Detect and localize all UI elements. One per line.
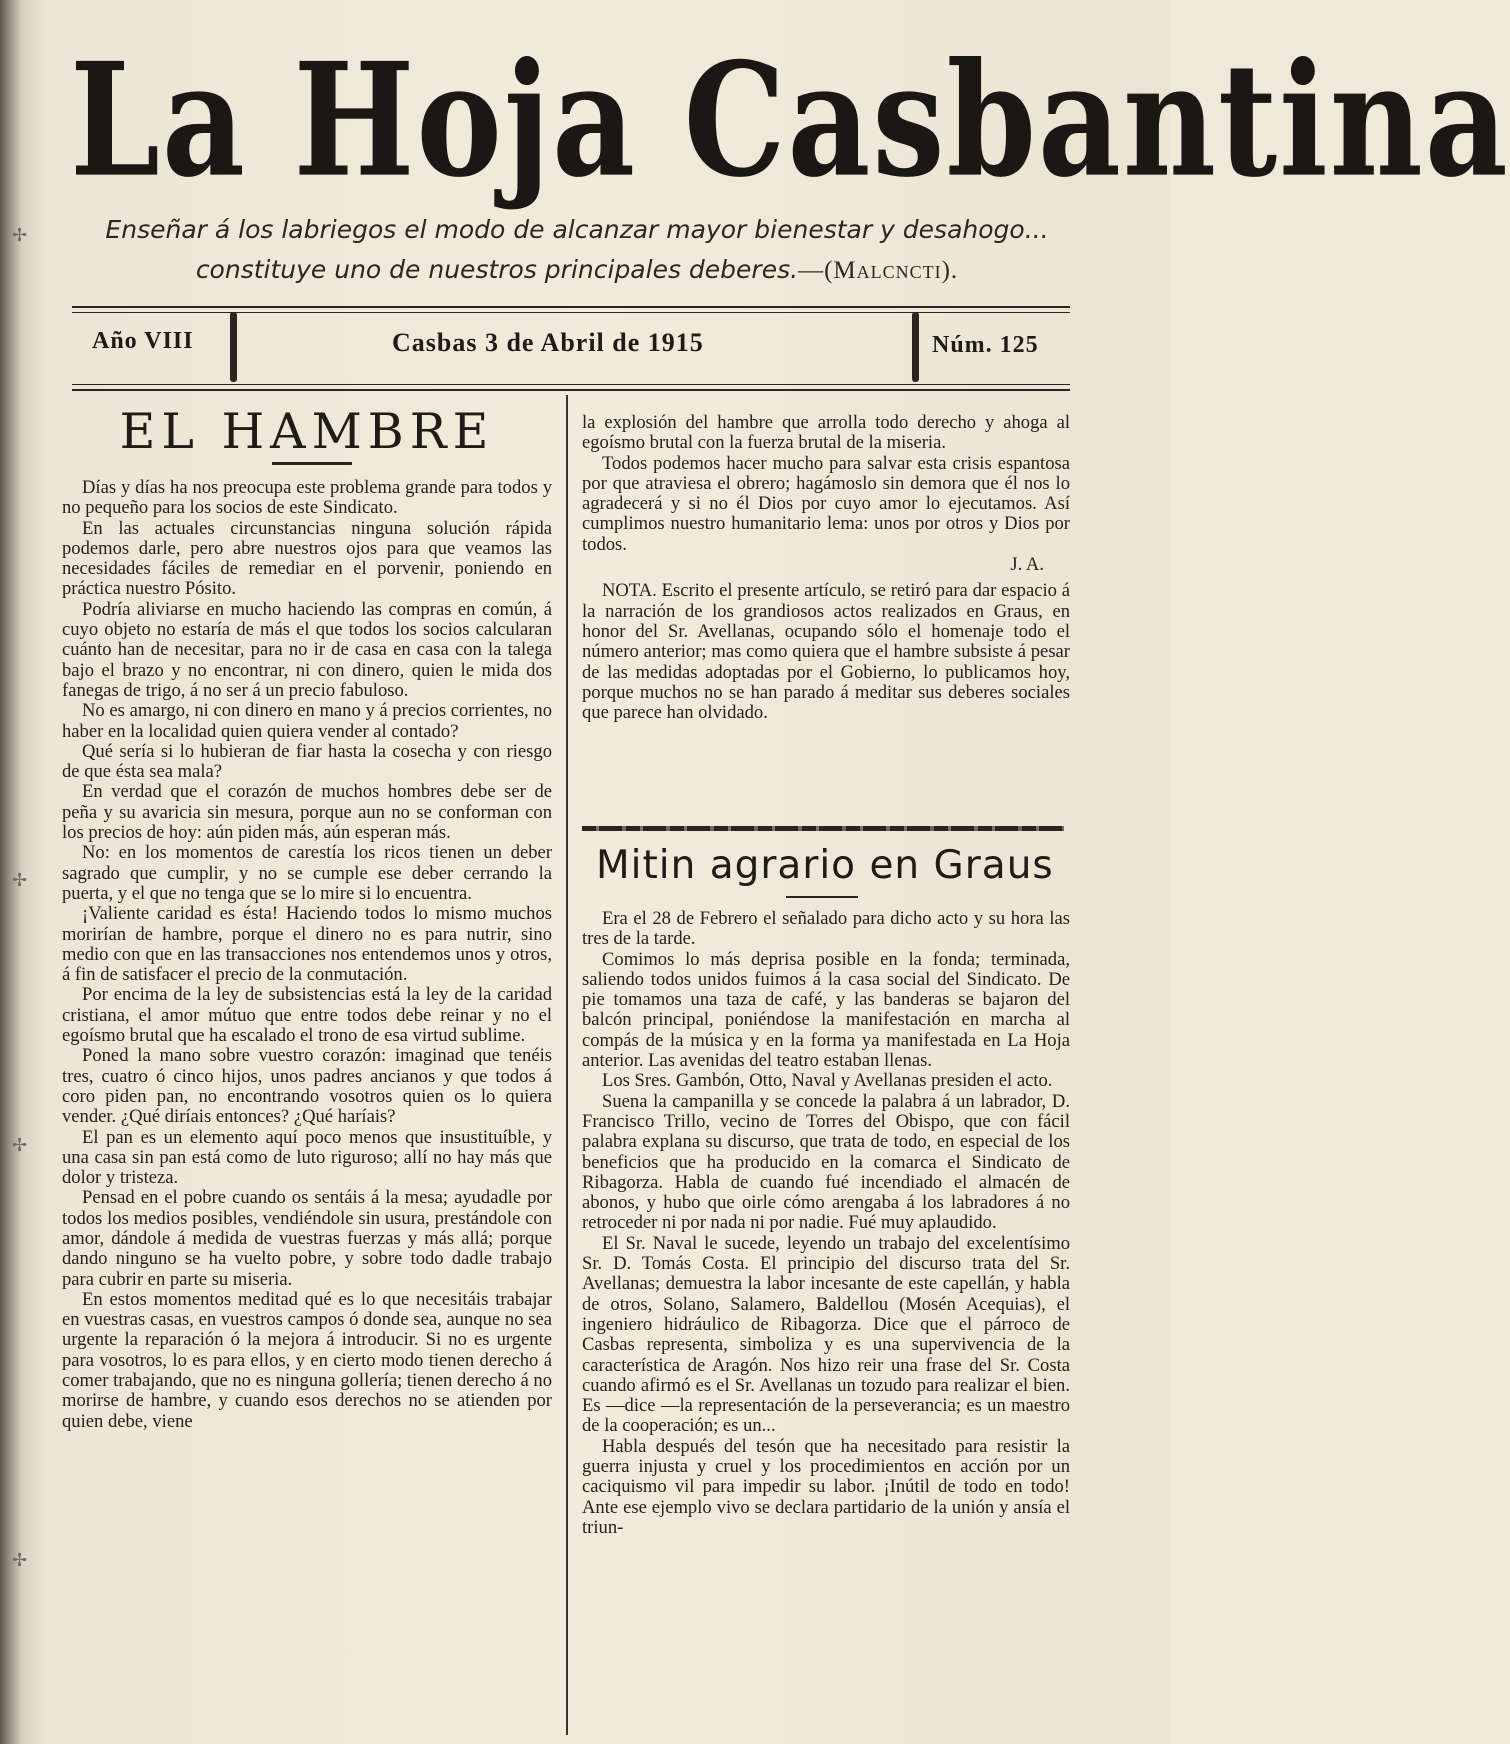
paragraph: No es amargo, ni con dinero en mano y á precios corrientes, no haber en la localidad quien quiera vender al contado? (62, 700, 552, 742)
newspaper-title: La Hoja Casbantina (70, 29, 1510, 213)
issue-number: Núm. 125 (932, 332, 1039, 358)
paragraph: En verdad que el corazón de muchos hombres debe ser de peña y su avaricia sin mesura, porque aun no se conforman con los precios de hoy: aún piden más, aún esperan más. (62, 781, 552, 844)
paragraph: En las actuales circunstancias ninguna solución rápida podemos darle, pero abre nuestros ojos para que veamos las necesidades fáciles de remediar en el porvenir, poniendo en práctica nuestro Pósito. (62, 517, 552, 600)
paragraph: Podría aliviarse en mucho haciendo las compras en común, á cuyo objeto no estaría de más el que todos los socios calcularan cuánto han de necesitar, para no ir de casa en casa con la talega bajo el brazo y no encontrar, ni con dinero, quien le mida dos fanegas de trigo, á no ser á un precio fabuloso. (62, 598, 552, 701)
paragraph: Poned la mano sobre vuestro corazón: imaginad que tenéis tres, cuatro ó cinco hijos, unos padres ancianos y que todos á coro piden pan, no encontrando vosotros quien os lo quiera vender. ¿Qué diríais entonces? ¿Qué haríais? (62, 1045, 552, 1128)
issue-date: Casbas 3 de Abril de 1915 (392, 328, 704, 357)
binding-mark: ✢ (12, 1135, 28, 1155)
bracket-divider (230, 312, 237, 382)
title-ornament (786, 896, 858, 898)
binding-mark: ✢ (12, 1550, 28, 1570)
paragraph: ¡Valiente caridad es ésta! Haciendo todos lo mismo muchos morirían de hambre, porque el dinero no es para nutrir, sino medio con que en las transacciones nos entendemos unos y otros, á fin de satisfacer el precio de la conmutación. (62, 903, 552, 986)
section-separator (582, 826, 1064, 831)
header-rule-bottom (72, 389, 1070, 391)
issue-year: Año VIII (92, 328, 194, 354)
paragraph: No: en los momentos de carestía los ricos tienen un deber sagrado que cumplir, y no se cumple ese deber cerrando la puerta, y el que no tenga que se lo mire si lo encuentra. (62, 842, 552, 904)
paragraph: El Sr. Naval le sucede, leyendo un trabajo del excelentísimo Sr. D. Tomás Costa. El principio del discurso trata del Sr. Avellanas; demuestra la labor incesante de este capellán, y habla de otros, Solano, Salamero, Baldellou (Mosén Acequias), el ingeniero hidráulico de Ribagorza. Dice que el párroco de Casbas representa, simboliza y es una supervivencia de la característica de Aragón. Nos hizo reir una frase del Sr. Costa cuando afirmó es el Sr. Avellanas un tozudo para realizar el bien. Es —dice —la representación de la perseverancia; es un maestro de la cooperación; es un... (582, 1232, 1070, 1437)
paragraph: Qué sería si lo hubieran de fiar hasta la cosecha y con riesgo de que ésta sea mala? (62, 740, 552, 783)
paragraph: En estos momentos meditad qué es lo que necesitáis trabajar en vuestras casas, en vuestros campos ó donde sea, aunque no sea urgente la reparación ó la mejora á introducir. Si no es urgente para vosotros, lo es para ellos, y en cierto modo tienen derecho á comer trabajando, que no es ninguna gollería; tienen derecho á no morirse de hambre, y cuando esos derechos no se atienden por quien debe, viene (62, 1288, 552, 1432)
binding-mark: ✢ (12, 225, 28, 245)
paragraph: Suena la campanilla y se concede la palabra á un labrador, D. Francisco Trillo, vecino de Torres del Obispo, que con fácil palabra explana su discurso, que trata de todo, en especial de los beneficios que ha producido en la comarca el Sindicato de Ribagorza. Habla de cuando fué incendiado el almacén de abonos, y hubo que oirle cómo arengaba á los labradores á no retroceder ni por nada ni por nadie. Fué muy aplaudido. (582, 1090, 1070, 1234)
paragraph: El pan es un elemento aquí poco menos que insustituíble, y una casa sin pan está como de luto riguroso; allí no hay más que dolor y tristeza. (62, 1126, 552, 1189)
motto-line-2-text: constituye uno de nuestros principales deberes. (195, 255, 799, 284)
title-ornament (272, 462, 352, 465)
paragraph: Todos podemos hacer mucho para salvar esta crisis espantosa por que atraviesa el obrero; hagámoslo sin demora que él nos lo agradecerá y si no él Dios por cuyo amor lo ejecutamos. Así cumplimos nuestro humanitario lema: unos por otros y Dios por todos. (582, 452, 1070, 555)
paragraph: la explosión del hambre que arrolla todo derecho y ahoga al egoísmo brutal con la fuerza brutal de la miseria. (582, 412, 1070, 454)
motto-author: —(Malcncti). (798, 257, 959, 284)
editor-note: NOTA. Escrito el presente artículo, se retiró para dar espacio á la narración de los grandiosos actos realizados en Graus, en honor del Sr. Avellanas, ocupando sólo el homenaje todo el número anterior; mas como quiera que el hambre subsiste á pesar de las medidas adoptadas por el Gobierno, lo publicamos hoy, porque muchos no se han parado á meditar sus deberes sociales que parece han olvidado. (582, 580, 1070, 724)
paragraph: Pensad en el pobre cuando os sentáis á la mesa; ayudadle por todos los medios posibles, vendiéndole sin usura, prestándole con amor, dándole á medida de vuestras fuerzas y más allá; porque dando ninguno se ha vuelto pobre, y sobre todo dadle trabajo para cubrir en parte su miseria. (62, 1187, 552, 1290)
header-rule-bottom-thin (72, 384, 1070, 385)
article-title-mitin: Mitin agrario en Graus (596, 843, 1054, 888)
paragraph: Por encima de la ley de subsistencias está la ley de la caridad cristiana, el amor mútuo que entre todos debe reinar y no el egoísmo brutal que ha escalado el trono de esa virtud sublime. (62, 984, 552, 1047)
article-mitin-body (582, 909, 1070, 1538)
bracket-divider (912, 312, 919, 382)
column-divider (566, 395, 568, 1735)
motto-line-1: Enseñar á los labriegos el modo de alcanzar mayor bienestar y desahogo... (105, 215, 1049, 244)
header-rule-top (72, 306, 1070, 308)
article-signature: J. A. (1010, 554, 1044, 576)
paragraph: Días y días ha nos preocupa este problema grande para todos y no pequeño para los socios de este Sindicato. (62, 477, 552, 519)
issue-info-bar (72, 312, 1072, 382)
paragraph: Comimos lo más deprisa posible en la fonda; terminada, saliendo todos unidos fuimos á la casa social del Sindicato. De pie tomamos una taza de café, y las banderas se bajaron del balcón principal, poniéndose la manifestación en marcha al compás de la música y en la forma ya manifestada en La Hoja anterior. Las avenidas del teatro estaban llenas. (582, 948, 1070, 1072)
binding-mark: ✢ (12, 870, 28, 890)
motto-line-2 (72, 250, 1082, 291)
paragraph: Los Sres. Gambón, Otto, Naval y Avellanas presiden el acto. (602, 1070, 1053, 1092)
paragraph: Era el 28 de Febrero el señalado para dicho acto y su hora las tres de la tarde. (582, 908, 1070, 950)
article-hambre-body (62, 478, 552, 1432)
masthead (70, 29, 1510, 216)
paragraph: Habla después del tesón que ha necesitado para resistir la guerra injusta y cruel y los procedimientos en acción por un caciquismo vil para impedir su labor. ¡Inútil de todo en todo! Ante ese ejemplo vivo se declara partidario de la unión y ansía el triun- (582, 1435, 1070, 1538)
article-hambre-continuation (582, 413, 1070, 723)
article-title-hambre: EL HAMBRE (119, 403, 495, 460)
motto (72, 210, 1082, 291)
